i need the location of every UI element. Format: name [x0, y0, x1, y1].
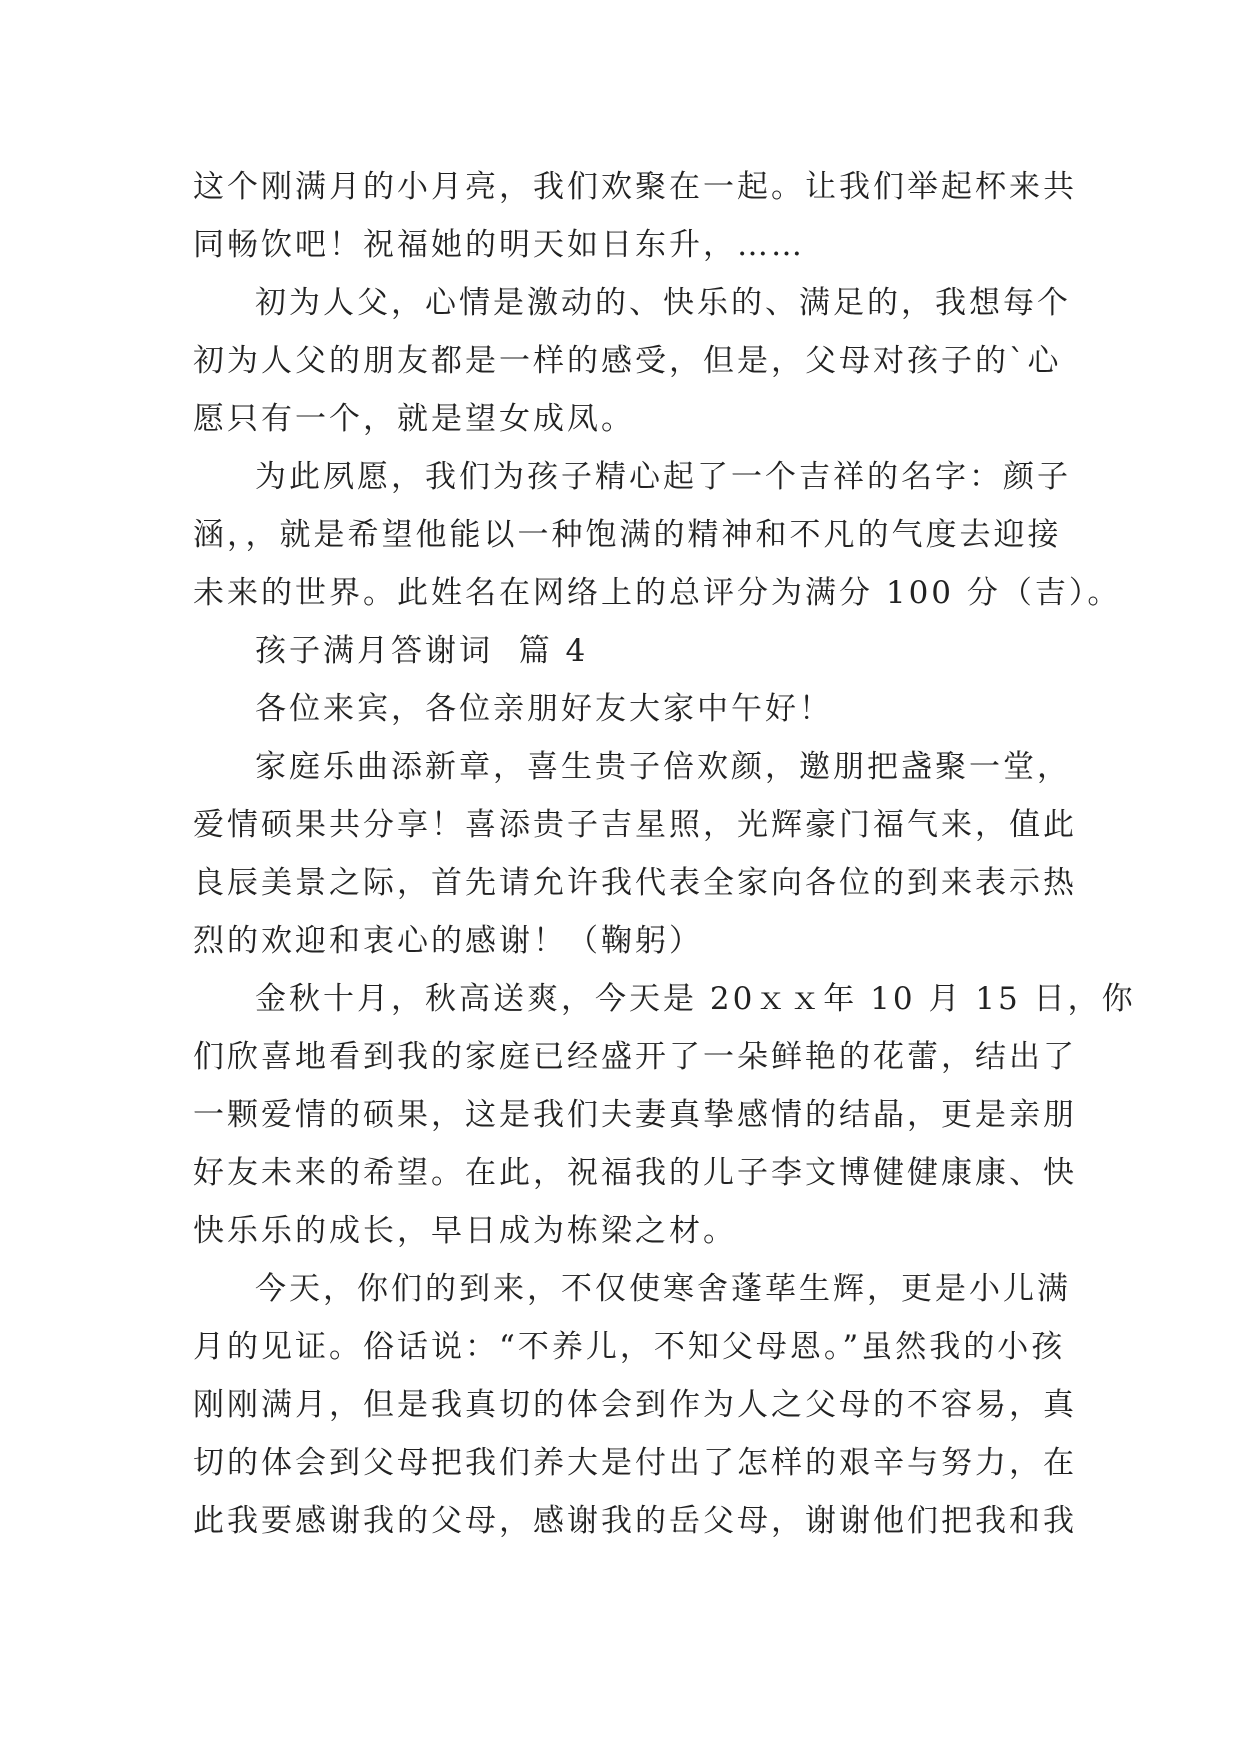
text-line: 一颗爱情的硕果，这是我们夫妻真挚感情的结晶，更是亲朋 [193, 1097, 1077, 1133]
text-line: 为此夙愿，我们为孩子精心起了一个吉祥的名字：颜子 [255, 459, 1071, 495]
text-line: 金秋十月，秋高送爽，今天是 20ｘｘ年 10 月 15 日，你 [255, 981, 1136, 1017]
paragraph-2 [193, 274, 1071, 448]
paragraph-5 [193, 738, 1077, 970]
paragraph-3 [193, 448, 1122, 622]
paragraph-7 [193, 1260, 1077, 1550]
section-heading [193, 622, 1063, 680]
text-line: 这个刚满月的小月亮，我们欢聚在一起。让我们举起杯来共 [193, 169, 1077, 205]
text-line: 们欣喜地看到我的家庭已经盛开了一朵鲜艳的花蕾，结出了 [193, 1039, 1077, 1075]
text-line: 良辰美景之际，首先请允许我代表全家向各位的到来表示热 [193, 865, 1077, 901]
text-line: 快乐乐的成长，早日成为栋梁之材。 [193, 1213, 737, 1249]
text-line: 今天，你们的到来，不仅使寒舍蓬荜生辉，更是小儿满 [255, 1271, 1071, 1307]
text-line: 各位来宾，各位亲朋好友大家中午好！ [255, 691, 833, 727]
text-line: 刚刚满月，但是我真切的体会到作为人之父母的不容易，真 [193, 1387, 1077, 1423]
text-line: 初为人父，心情是激动的、快乐的、满足的，我想每个 [255, 285, 1071, 321]
text-line: 切的体会到父母把我们养大是付出了怎样的艰辛与努力，在 [193, 1445, 1077, 1481]
paragraph-4 [193, 680, 1063, 738]
document-body [193, 158, 1136, 1550]
text-line: 涵，，就是希望他能以一种饱满的精神和不凡的气度去迎接 [193, 517, 1062, 553]
text-line: 未来的世界。此姓名在网络上的总评分为满分 100 分（吉）。 [193, 575, 1122, 611]
text-line: 烈的欢迎和衷心的感谢！（鞠躬） [193, 923, 703, 959]
text-line: 爱情硕果共分享！喜添贵子吉星照，光辉豪门福气来，值此 [193, 807, 1077, 843]
paragraph-6 [193, 970, 1136, 1260]
text-line: 好友未来的希望。在此，祝福我的儿子李文博健健康康、快 [193, 1155, 1077, 1191]
paragraph-1 [193, 158, 1077, 274]
text-line: 家庭乐曲添新章，喜生贵子倍欢颜，邀朋把盏聚一堂， [255, 749, 1071, 785]
section-heading-text: 孩子满月答谢词 篇 4 [255, 633, 589, 669]
text-line: 愿只有一个，就是望女成凤。 [193, 401, 635, 437]
text-line: 同畅饮吧！祝福她的明天如日东升，…… [193, 227, 805, 263]
text-line: 此我要感谢我的父母，感谢我的岳父母，谢谢他们把我和我 [193, 1503, 1077, 1539]
text-line: 月的见证。俗话说：“不养儿，不知父母恩。”虽然我的小孩 [193, 1329, 1066, 1365]
text-line: 初为人父的朋友都是一样的感受，但是，父母对孩子的`心 [193, 343, 1062, 379]
